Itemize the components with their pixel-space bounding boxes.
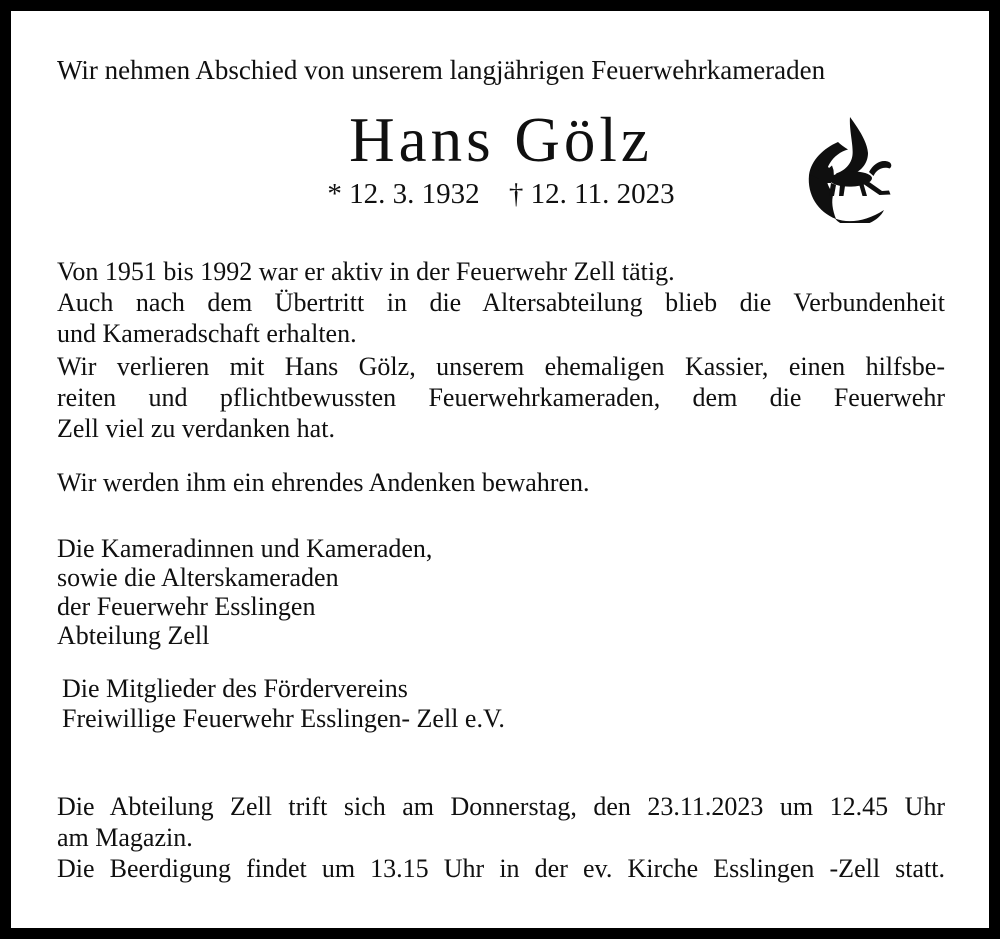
intro-line: Wir nehmen Abschied von unserem langjährigen Feuerwehrkameraden [57,55,826,85]
text-line: Abteilung Zell [57,621,210,650]
text-line: und Kameradschaft erhalten. [57,319,357,348]
text-line: der Feuerwehr Esslingen [57,592,316,621]
text-line: Die Kameradinnen und Kameraden, [57,534,433,563]
text-line: sowie die Alterskameraden [57,563,339,592]
text-line: Zell viel zu verdanken hat. [57,414,335,443]
announcements [57,791,945,884]
paragraph-memory [57,467,945,498]
text-line: Die Beerdigung findet um 13.15 Uhr in der ev. Kirche Esslingen -Zell statt. [57,854,945,883]
text-line: Wir verlieren mit Hans Gölz, unserem ehemaligen Kassier, einen hilfsbe- [57,352,945,381]
mourners-primary [57,534,945,650]
text-line: reiten und pflichtbewussten Feuerwehrkameraden, dem die Feuerwehr [57,383,945,412]
mourners-secondary [57,674,945,734]
text-line: Die Mitglieder des Fördervereins [62,674,408,703]
birth-date: * 12. 3. 1932 [327,178,480,210]
text-line: Die Abteilung Zell trift sich am Donnerstag, den 23.11.2023 um 12.45 Uhr [57,792,945,821]
text-line: Auch nach dem Übertritt in die Altersabteilung blieb die Verbundenheit [57,288,945,317]
paragraph-service [57,256,945,349]
feuerwehr-flame-lion-emblem [807,115,895,223]
paragraph-loss [57,351,945,444]
deceased-name: Hans Gölz [349,105,653,175]
text-line: Wir werden ihm ein ehrendes Andenken bewahren. [57,468,590,497]
text-line: Von 1951 bis 1992 war er aktiv in der Feuerwehr Zell tätig. [57,257,675,286]
text-line: am Magazin. [57,823,193,852]
text-line: Freiwillige Feuerwehr Esslingen- Zell e.V. [62,704,505,733]
death-date: † 12. 11. 2023 [508,178,675,210]
